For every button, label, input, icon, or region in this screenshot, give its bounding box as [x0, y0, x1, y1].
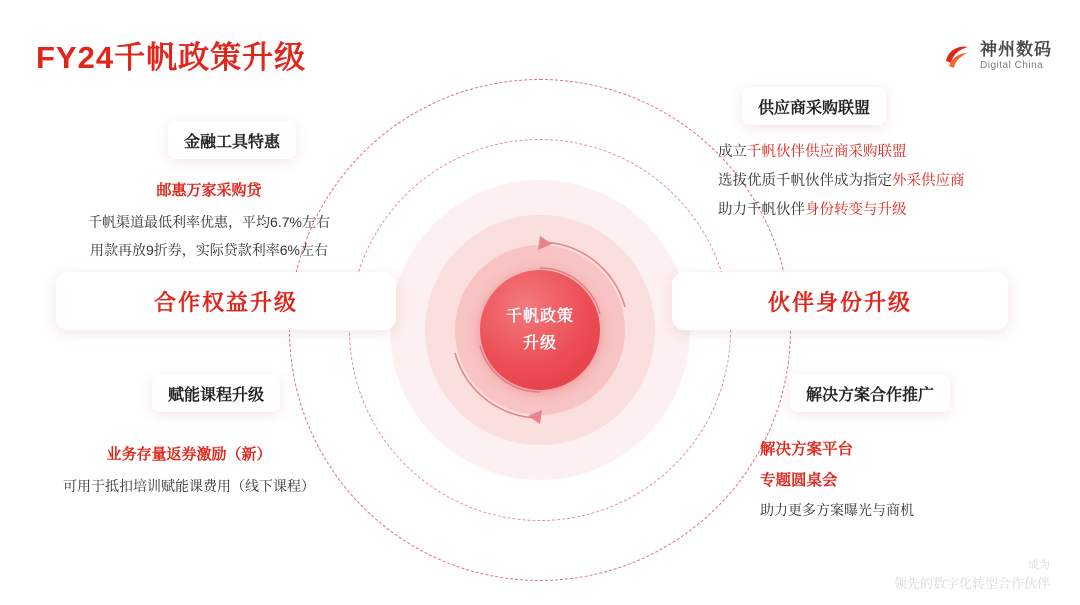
card-enablement-course[interactable]: 赋能课程升级 — [152, 374, 280, 412]
supply-line-3-a: 助力千帆伙伴 — [718, 202, 805, 218]
text-financial-tools — [44, 176, 374, 264]
solution-head-2: 专题圆桌会 — [760, 472, 838, 489]
center-line-1: 千帆政策 — [505, 307, 574, 325]
supply-line-1-a: 成立 — [718, 144, 747, 160]
finance-line-1: 千帆渠道最低利率优惠，平均6.7%左右 — [88, 214, 330, 230]
page-title: FY24千帆政策升级 — [36, 40, 307, 75]
supply-line-3 — [718, 196, 1058, 225]
footer-line-1: 成为 — [1028, 559, 1050, 571]
supply-line-1 — [718, 138, 1058, 167]
card-solution-promotion[interactable]: 解决方案合作推广 — [790, 374, 950, 412]
supply-line-1-b: 千帆伙伴供应商采购联盟 — [747, 144, 907, 160]
pill-partner-identity-upgrade[interactable]: 伙伴身份升级 — [672, 272, 1008, 330]
footer-line-2: 领先的数字化转型合作伙伴 — [893, 575, 1050, 591]
footer-slogan — [894, 557, 1050, 593]
text-solution-promotion — [760, 434, 1060, 524]
brand-name-cn: 神州数码 — [980, 40, 1052, 59]
supply-line-3-b: 身份转变与升级 — [805, 202, 907, 218]
text-supplier-alliance — [718, 138, 1058, 225]
brand-logo — [942, 40, 1052, 71]
solution-head-1: 解决方案平台 — [760, 441, 854, 458]
card-supplier-alliance[interactable]: 供应商采购联盟 — [742, 87, 886, 125]
swoosh-icon — [942, 41, 972, 71]
text-enablement-course — [24, 440, 354, 500]
supply-line-2-a: 选拔优质千帆伙伴成为指定 — [718, 173, 892, 189]
brand-name-en: Digital China — [980, 59, 1044, 71]
center-line-2: 升级 — [522, 335, 557, 352]
solution-line-1: 助力更多方案曝光与商机 — [760, 502, 914, 518]
center-core-label — [475, 303, 605, 357]
supply-line-2 — [718, 167, 1058, 196]
card-financial-tools[interactable]: 金融工具特惠 — [168, 121, 296, 159]
supply-line-2-b: 外采供应商 — [892, 173, 965, 189]
finance-head: 邮惠万家采购贷 — [156, 182, 262, 199]
course-line-1: 可用于抵扣培训赋能课费用（线下课程） — [63, 478, 315, 494]
brand-logo-text — [980, 40, 1052, 71]
pill-partner-benefits-upgrade[interactable]: 合作权益升级 — [56, 272, 396, 330]
finance-line-2: 用款再放9折券，实际贷款利率6%左右 — [89, 242, 329, 258]
course-head: 业务存量返券激励（新） — [106, 446, 272, 463]
